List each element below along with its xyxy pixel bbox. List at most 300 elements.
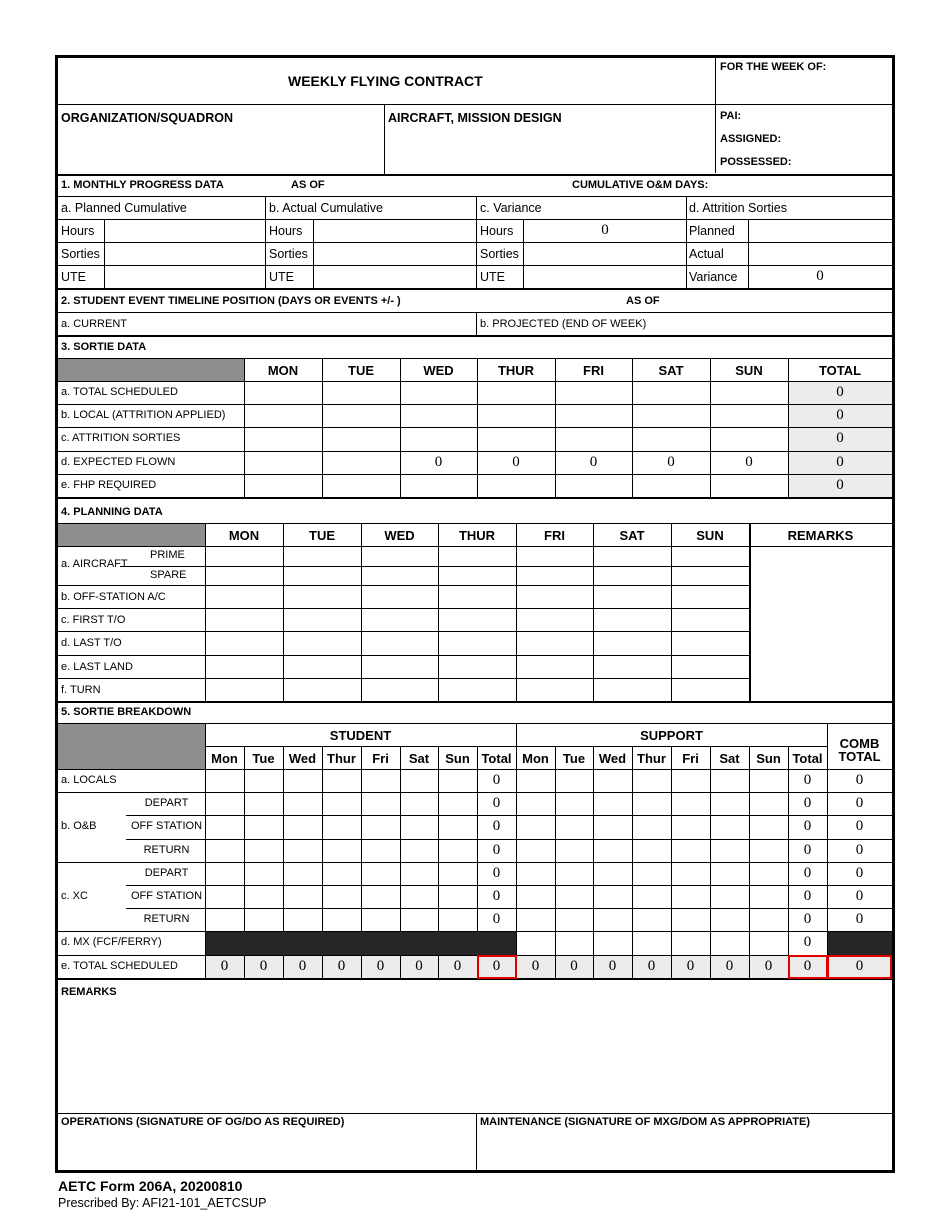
grid-line bbox=[283, 955, 284, 978]
breakdown-cell[interactable] bbox=[556, 793, 592, 814]
total-scheduled-value: 0 bbox=[570, 957, 578, 974]
comb-header: COMB bbox=[839, 736, 880, 751]
breakdown-cell[interactable] bbox=[439, 816, 476, 837]
sortie-cell[interactable] bbox=[556, 428, 631, 449]
breakdown-cell[interactable] bbox=[594, 793, 631, 814]
planning-cell[interactable] bbox=[439, 679, 515, 700]
student-day-header-thur: Thur bbox=[327, 751, 356, 766]
planning-cell[interactable] bbox=[517, 586, 592, 607]
breakdown-cell[interactable] bbox=[245, 863, 282, 884]
total-scheduled-value: 0 bbox=[531, 957, 540, 974]
breakdown-cell[interactable] bbox=[284, 909, 321, 930]
comb-total-highlight bbox=[827, 955, 892, 979]
operations-signature-field[interactable] bbox=[61, 1133, 473, 1171]
planning-cell[interactable] bbox=[284, 679, 360, 700]
total-scheduled-value: 0 bbox=[492, 957, 501, 974]
breakdown-cell[interactable] bbox=[517, 770, 554, 791]
sortie-data-header-shade bbox=[58, 359, 244, 382]
section2-title: 2. STUDENT EVENT TIMELINE POSITION (DAYS OR EVENTS +/- ) bbox=[61, 295, 401, 307]
breakdown-sub-label: OFF STATION bbox=[130, 820, 203, 833]
sortie-cell[interactable] bbox=[711, 405, 787, 426]
breakdown-cell[interactable] bbox=[672, 770, 709, 791]
breakdown-cell[interactable] bbox=[245, 840, 282, 861]
sortie-row-total: 0 bbox=[836, 407, 844, 424]
planning-cell[interactable] bbox=[672, 679, 748, 700]
breakdown-cell[interactable] bbox=[711, 816, 748, 837]
breakdown-cell[interactable] bbox=[284, 793, 321, 814]
breakdown-cell[interactable] bbox=[323, 886, 360, 907]
support-row-total: 0 bbox=[803, 841, 812, 858]
grid-line bbox=[58, 978, 892, 980]
planning-day-header-sun: SUN bbox=[696, 528, 724, 543]
planning-cell[interactable] bbox=[439, 609, 515, 630]
support-row-total: 0 bbox=[803, 772, 812, 788]
breakdown-cell[interactable] bbox=[711, 932, 748, 953]
breakdown-cell[interactable] bbox=[594, 886, 631, 907]
total-scheduled-value: 0 bbox=[453, 957, 462, 974]
student-row-total: 0 bbox=[492, 911, 501, 928]
planning-cell[interactable] bbox=[672, 567, 748, 585]
breakdown-cell[interactable] bbox=[206, 863, 243, 884]
planning-cell[interactable] bbox=[362, 547, 437, 565]
sortie-cell[interactable] bbox=[711, 428, 787, 449]
breakdown-cell[interactable] bbox=[556, 770, 592, 791]
planning-cell[interactable] bbox=[594, 656, 670, 677]
planning-row-label: f. TURN bbox=[61, 683, 101, 696]
breakdown-cell[interactable] bbox=[633, 909, 670, 930]
remarks-field[interactable] bbox=[61, 1002, 889, 1110]
possessed-label: POSSESSED: bbox=[720, 156, 792, 168]
breakdown-cell[interactable] bbox=[323, 770, 360, 791]
student-row-total: 0 bbox=[492, 818, 501, 835]
breakdown-cell[interactable] bbox=[284, 886, 321, 907]
planning-cell[interactable] bbox=[362, 632, 437, 653]
breakdown-cell[interactable] bbox=[206, 840, 243, 861]
breakdown-cell[interactable] bbox=[633, 840, 670, 861]
breakdown-cell[interactable] bbox=[323, 909, 360, 930]
breakdown-cell[interactable] bbox=[711, 840, 748, 861]
grid-line bbox=[58, 701, 892, 703]
breakdown-sub-label: RETURN bbox=[143, 843, 190, 856]
grid-line bbox=[244, 955, 245, 978]
breakdown-cell[interactable] bbox=[672, 793, 709, 814]
breakdown-cell[interactable] bbox=[633, 863, 670, 884]
planning-cell[interactable] bbox=[439, 567, 515, 585]
breakdown-cell[interactable] bbox=[362, 840, 399, 861]
breakdown-cell[interactable] bbox=[323, 863, 360, 884]
current-label: a. CURRENT bbox=[61, 318, 128, 330]
breakdown-cell[interactable] bbox=[245, 816, 282, 837]
breakdown-cell[interactable] bbox=[323, 793, 360, 814]
sortie-cell[interactable] bbox=[633, 428, 709, 449]
planning-cell[interactable] bbox=[517, 632, 592, 653]
breakdown-cell[interactable] bbox=[594, 816, 631, 837]
sortie-cell[interactable] bbox=[245, 428, 321, 449]
sortie-cell-value: 0 bbox=[667, 453, 675, 470]
aircraft-label: AIRCRAFT, MISSION DESIGN bbox=[388, 111, 562, 125]
maintenance-signature-label: MAINTENANCE (SIGNATURE OF MXG/DOM AS APPROPRIATE) bbox=[480, 1116, 810, 1128]
planning-day-header-wed: WED bbox=[384, 528, 415, 543]
breakdown-cell[interactable] bbox=[439, 863, 476, 884]
sortie-row-label: a. TOTAL SCHEDULED bbox=[61, 386, 178, 398]
total-scheduled-value: 0 bbox=[855, 957, 864, 974]
grid-line bbox=[205, 955, 206, 978]
actual-sorties-label: Sorties bbox=[269, 247, 308, 261]
sortie-day-header-tue: TUE bbox=[348, 363, 374, 378]
planning-cell[interactable] bbox=[517, 567, 592, 585]
breakdown-cell[interactable] bbox=[362, 793, 399, 814]
breakdown-cell[interactable] bbox=[672, 816, 709, 837]
maintenance-signature-field[interactable] bbox=[480, 1133, 889, 1171]
breakdown-cell[interactable] bbox=[633, 770, 670, 791]
planning-cell[interactable] bbox=[594, 679, 670, 700]
sortie-cell[interactable] bbox=[323, 452, 399, 473]
breakdown-cell[interactable] bbox=[362, 770, 399, 791]
sortie-row-label: b. LOCAL (ATTRITION APPLIED) bbox=[61, 409, 226, 422]
grid-line bbox=[749, 955, 750, 978]
planning-cell[interactable] bbox=[594, 609, 670, 630]
planning-cell[interactable] bbox=[594, 586, 670, 607]
sortie-row-total: 0 bbox=[836, 476, 844, 493]
breakdown-cell[interactable] bbox=[750, 909, 787, 930]
breakdown-cell[interactable] bbox=[672, 840, 709, 861]
student-row-total: 0 bbox=[492, 864, 501, 881]
breakdown-cell[interactable] bbox=[556, 816, 592, 837]
breakdown-cell[interactable] bbox=[245, 909, 282, 930]
breakdown-sub-label: DEPART bbox=[144, 797, 189, 810]
variance-ute-label: UTE bbox=[480, 270, 505, 284]
sortie-row-total: 0 bbox=[836, 384, 844, 400]
sortie-day-header-wed: WED bbox=[423, 363, 454, 378]
org-label: ORGANIZATION/SQUADRON bbox=[61, 111, 233, 125]
sortie-row-label: e. FHP REQUIRED bbox=[61, 478, 157, 491]
student-day-header-mon: Mon bbox=[211, 751, 238, 766]
planning-day-header-fri: FRI bbox=[544, 528, 565, 543]
breakdown-cell[interactable] bbox=[401, 863, 437, 884]
total-scheduled-value: 0 bbox=[647, 957, 656, 974]
planning-cell[interactable] bbox=[672, 586, 748, 607]
planning-day-header-thur: THUR bbox=[458, 528, 496, 543]
breakdown-cell[interactable] bbox=[594, 770, 631, 791]
grid-line bbox=[322, 955, 323, 978]
planning-cell[interactable] bbox=[517, 547, 592, 565]
breakdown-cell[interactable] bbox=[245, 770, 282, 791]
planning-cell[interactable] bbox=[284, 632, 360, 653]
planning-cell[interactable] bbox=[672, 609, 748, 630]
breakdown-cell[interactable] bbox=[594, 932, 631, 953]
sortie-cell[interactable] bbox=[478, 428, 554, 449]
planning-cell[interactable] bbox=[439, 656, 515, 677]
sortie-cell-value: 0 bbox=[434, 453, 443, 470]
breakdown-sub-label: RETURN bbox=[143, 913, 190, 926]
sortie-total-header: TOTAL bbox=[818, 363, 862, 378]
variance-label: c. Variance bbox=[480, 201, 542, 215]
planned-sorties-label: Sorties bbox=[61, 247, 100, 261]
planning-cell[interactable] bbox=[284, 609, 360, 630]
breakdown-cell[interactable] bbox=[711, 863, 748, 884]
planning-cell[interactable] bbox=[594, 567, 670, 585]
support-day-header-mon: Mon bbox=[522, 751, 549, 766]
grid-line bbox=[400, 955, 401, 978]
breakdown-cell[interactable] bbox=[517, 816, 554, 837]
breakdown-cell[interactable] bbox=[711, 909, 748, 930]
planning-cell[interactable] bbox=[362, 656, 437, 677]
planned-cumulative-label: a. Planned Cumulative bbox=[61, 201, 187, 215]
actual-cumulative-label: b. Actual Cumulative bbox=[269, 201, 383, 215]
planning-cell[interactable] bbox=[439, 547, 515, 565]
planning-remarks-field[interactable] bbox=[751, 547, 891, 700]
planning-cell[interactable] bbox=[672, 547, 748, 565]
breakdown-cell[interactable] bbox=[206, 909, 243, 930]
grid-line bbox=[892, 746, 893, 978]
breakdown-cell[interactable] bbox=[556, 932, 592, 953]
sortie-cell[interactable] bbox=[245, 405, 321, 426]
total-scheduled-value: 0 bbox=[337, 957, 346, 974]
planning-cell[interactable] bbox=[206, 609, 282, 630]
sortie-cell[interactable] bbox=[323, 475, 399, 496]
planning-row-label: b. OFF-STATION A/C bbox=[61, 591, 166, 603]
support-day-header-sun: Sun bbox=[756, 751, 781, 766]
breakdown-cell[interactable] bbox=[284, 840, 321, 861]
breakdown-cell[interactable] bbox=[556, 863, 592, 884]
sortie-cell[interactable] bbox=[711, 475, 787, 496]
sortie-cell[interactable] bbox=[478, 475, 554, 496]
projected-label: b. PROJECTED (END OF WEEK) bbox=[480, 318, 647, 330]
sortie-cell[interactable] bbox=[633, 475, 709, 496]
breakdown-cell[interactable] bbox=[750, 793, 787, 814]
planning-cell[interactable] bbox=[672, 632, 748, 653]
breakdown-cell[interactable] bbox=[245, 793, 282, 814]
planning-cell[interactable] bbox=[284, 547, 360, 565]
breakdown-cell[interactable] bbox=[362, 886, 399, 907]
weekly-flying-contract-form bbox=[55, 55, 895, 1173]
attrition-sorties-label: d. Attrition Sorties bbox=[689, 201, 787, 215]
breakdown-cell[interactable] bbox=[750, 840, 787, 861]
breakdown-cell[interactable] bbox=[323, 840, 360, 861]
planning-cell[interactable] bbox=[362, 679, 437, 700]
sortie-cell[interactable] bbox=[633, 382, 709, 403]
support-row-total: 0 bbox=[803, 911, 812, 928]
breakdown-cell[interactable] bbox=[750, 863, 787, 884]
planning-cell[interactable] bbox=[362, 586, 437, 607]
breakdown-cell[interactable] bbox=[594, 863, 631, 884]
sortie-day-header-mon: MON bbox=[267, 363, 299, 378]
breakdown-cell[interactable] bbox=[672, 886, 709, 907]
breakdown-cell[interactable] bbox=[439, 770, 476, 791]
sortie-cell[interactable] bbox=[323, 428, 399, 449]
planning-cell[interactable] bbox=[206, 586, 282, 607]
breakdown-cell[interactable] bbox=[206, 770, 243, 791]
breakdown-sub-label: DEPART bbox=[144, 866, 189, 879]
sortie-day-header-sun: SUN bbox=[735, 363, 763, 378]
breakdown-cell[interactable] bbox=[750, 816, 787, 837]
sortie-cell[interactable] bbox=[711, 382, 787, 403]
planning-cell[interactable] bbox=[284, 567, 360, 585]
mx-comb-blocked bbox=[828, 932, 892, 954]
support-row-total: 0 bbox=[803, 795, 812, 812]
breakdown-cell[interactable] bbox=[206, 886, 243, 907]
breakdown-cell[interactable] bbox=[517, 909, 554, 930]
planning-cell[interactable] bbox=[206, 656, 282, 677]
planning-cell[interactable] bbox=[362, 609, 437, 630]
sortie-cell[interactable] bbox=[245, 475, 321, 496]
planning-cell[interactable] bbox=[672, 656, 748, 677]
total-scheduled-value: 0 bbox=[803, 957, 812, 974]
breakdown-cell[interactable] bbox=[206, 793, 243, 814]
sortie-cell[interactable] bbox=[556, 405, 631, 426]
planning-cell[interactable] bbox=[284, 586, 360, 607]
planning-cell[interactable] bbox=[517, 679, 592, 700]
sortie-day-header-sat: SAT bbox=[658, 363, 684, 378]
support-day-header-sat: Sat bbox=[719, 751, 740, 766]
student-day-header-tue: Tue bbox=[252, 751, 275, 766]
planning-cell[interactable] bbox=[594, 632, 670, 653]
breakdown-cell[interactable] bbox=[401, 886, 437, 907]
breakdown-cell[interactable] bbox=[517, 793, 554, 814]
breakdown-cell[interactable] bbox=[594, 909, 631, 930]
planning-day-header-mon: MON bbox=[228, 528, 260, 543]
sortie-cell[interactable] bbox=[323, 382, 399, 403]
week-of-field[interactable] bbox=[720, 76, 890, 102]
ob-label: b. O&B bbox=[61, 820, 97, 833]
breakdown-cell[interactable] bbox=[750, 770, 787, 791]
total-scheduled-label: e. TOTAL SCHEDULED bbox=[61, 959, 178, 972]
aircraft-field[interactable] bbox=[388, 128, 713, 170]
sortie-cell-value: 0 bbox=[589, 453, 598, 470]
sortie-cell[interactable] bbox=[633, 405, 709, 426]
breakdown-cell[interactable] bbox=[362, 816, 399, 837]
breakdown-cell[interactable] bbox=[750, 932, 787, 953]
breakdown-cell[interactable] bbox=[556, 840, 592, 861]
grid-line bbox=[205, 746, 827, 747]
org-field[interactable] bbox=[61, 128, 379, 170]
breakdown-cell[interactable] bbox=[633, 816, 670, 837]
grid-line bbox=[128, 566, 136, 567]
breakdown-cell[interactable] bbox=[401, 793, 437, 814]
breakdown-cell[interactable] bbox=[556, 886, 592, 907]
breakdown-cell[interactable] bbox=[439, 886, 476, 907]
breakdown-cell[interactable] bbox=[362, 863, 399, 884]
breakdown-cell[interactable] bbox=[439, 840, 476, 861]
breakdown-cell[interactable] bbox=[517, 932, 554, 953]
breakdown-cell[interactable] bbox=[401, 909, 437, 930]
breakdown-cell[interactable] bbox=[284, 770, 321, 791]
breakdown-cell[interactable] bbox=[556, 909, 592, 930]
sortie-cell[interactable] bbox=[245, 382, 321, 403]
breakdown-cell[interactable] bbox=[245, 886, 282, 907]
planning-cell[interactable] bbox=[284, 656, 360, 677]
grid-line bbox=[58, 497, 892, 499]
student-day-header-total: Total bbox=[481, 751, 512, 766]
breakdown-cell[interactable] bbox=[750, 886, 787, 907]
sortie-cell[interactable] bbox=[245, 452, 321, 473]
sortie-cell[interactable] bbox=[401, 475, 476, 496]
breakdown-cell[interactable] bbox=[633, 932, 670, 953]
breakdown-cell[interactable] bbox=[323, 816, 360, 837]
planning-cell[interactable] bbox=[439, 586, 515, 607]
mx-support-total: 0 bbox=[803, 934, 812, 951]
pai-label: PAI: bbox=[720, 110, 742, 122]
total-scheduled-value: 0 bbox=[415, 957, 423, 974]
breakdown-cell[interactable] bbox=[517, 863, 554, 884]
breakdown-cell[interactable] bbox=[401, 840, 437, 861]
breakdown-cell[interactable] bbox=[672, 932, 709, 953]
support-day-header-total: Total bbox=[792, 751, 823, 766]
breakdown-cell[interactable] bbox=[711, 770, 748, 791]
breakdown-cell[interactable] bbox=[711, 886, 748, 907]
planned-ute-label: UTE bbox=[61, 270, 86, 284]
planning-cell[interactable] bbox=[206, 632, 282, 653]
sortie-cell[interactable] bbox=[401, 428, 476, 449]
planning-cell[interactable] bbox=[206, 547, 282, 565]
breakdown-cell[interactable] bbox=[284, 863, 321, 884]
breakdown-cell[interactable] bbox=[633, 793, 670, 814]
planning-cell[interactable] bbox=[517, 656, 592, 677]
breakdown-cell[interactable] bbox=[633, 886, 670, 907]
breakdown-cell[interactable] bbox=[362, 909, 399, 930]
sortie-cell[interactable] bbox=[478, 382, 554, 403]
planning-cell[interactable] bbox=[206, 679, 282, 700]
breakdown-cell[interactable] bbox=[517, 840, 554, 861]
planning-row-label: d. LAST T/O bbox=[61, 637, 122, 650]
sortie-cell[interactable] bbox=[556, 382, 631, 403]
support-day-header-wed: Wed bbox=[598, 751, 627, 766]
section1-title: 1. MONTHLY PROGRESS DATA bbox=[61, 179, 224, 191]
comb-row-total: 0 bbox=[855, 911, 864, 928]
variance-hours-label: Hours bbox=[480, 224, 514, 238]
locals-label: a. LOCALS bbox=[61, 774, 117, 786]
planning-cell[interactable] bbox=[517, 609, 592, 630]
planning-cell[interactable] bbox=[206, 567, 282, 585]
sortie-cell[interactable] bbox=[401, 405, 476, 426]
breakdown-cell[interactable] bbox=[401, 816, 437, 837]
actual-ute-label: UTE bbox=[269, 270, 294, 284]
sortie-cell[interactable] bbox=[401, 382, 476, 403]
comb-row-total: 0 bbox=[855, 888, 864, 904]
breakdown-cell[interactable] bbox=[517, 886, 554, 907]
spare-label: SPARE bbox=[150, 568, 187, 581]
support-total-highlight bbox=[788, 955, 828, 979]
sortie-cell[interactable] bbox=[556, 475, 631, 496]
breakdown-cell[interactable] bbox=[284, 816, 321, 837]
assigned-label: ASSIGNED: bbox=[720, 133, 782, 145]
breakdown-cell[interactable] bbox=[594, 840, 631, 861]
planning-cell[interactable] bbox=[594, 547, 670, 565]
attrition-variance-value: 0 bbox=[816, 268, 824, 284]
breakdown-cell[interactable] bbox=[439, 909, 476, 930]
section5-title: 5. SORTIE BREAKDOWN bbox=[61, 706, 192, 718]
breakdown-cell[interactable] bbox=[206, 816, 243, 837]
sortie-cell[interactable] bbox=[323, 405, 399, 426]
section1-as-of: AS OF bbox=[291, 179, 325, 191]
sortie-cell[interactable] bbox=[478, 405, 554, 426]
breakdown-cell[interactable] bbox=[672, 863, 709, 884]
breakdown-cell[interactable] bbox=[439, 793, 476, 814]
breakdown-cell[interactable] bbox=[711, 793, 748, 814]
comb-row-total: 0 bbox=[855, 841, 864, 858]
mx-student-blocked bbox=[206, 932, 516, 954]
section4-title: 4. PLANNING DATA bbox=[61, 506, 163, 518]
planning-cell[interactable] bbox=[362, 567, 437, 585]
planning-cell[interactable] bbox=[439, 632, 515, 653]
grid-line bbox=[710, 955, 711, 978]
comb-row-total: 0 bbox=[855, 772, 864, 788]
student-day-header-sun: Sun bbox=[445, 751, 470, 766]
breakdown-cell[interactable] bbox=[401, 770, 437, 791]
breakdown-cell[interactable] bbox=[672, 909, 709, 930]
mx-label: d. MX (FCF/FERRY) bbox=[61, 936, 162, 949]
planning-remarks-header: REMARKS bbox=[787, 528, 854, 543]
